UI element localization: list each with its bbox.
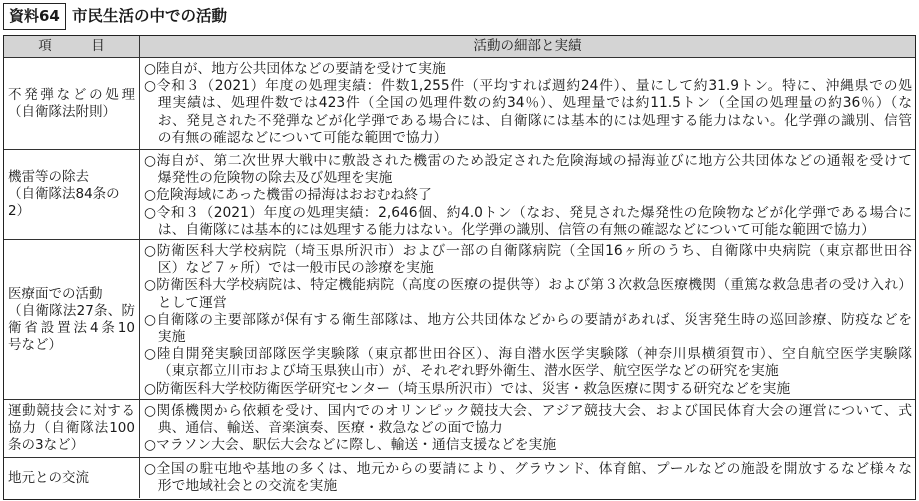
detail-line: ○マラソン大会、駅伝大会などに際し、輸送・通信支援などを実施: [144, 437, 557, 454]
detail-line: 典、通信、輸送、音楽演奏、医療・救急などの面で協力: [157, 420, 503, 437]
item-cell: [4, 58, 140, 149]
detail-cell: [140, 458, 915, 498]
table-header-row: [4, 36, 915, 58]
detail-bullet: [144, 437, 912, 454]
detail-bullet: [144, 381, 912, 398]
detail-line: は、自衛隊には基本的には処理する能力はない。化学弾の識別、信管の有無の確認などについて可能な範囲で協力）: [157, 221, 875, 238]
detail-line: ○陸自開発実験団部隊医学実験隊（東京都世田谷区）、海自潜水医学実験隊（神奈川県横須賀市）、空自航空医学実験隊: [144, 346, 912, 363]
detail-line: ○防衛医科大学校病院は、特定機能病院（高度の医療の提供等）および第３次救急医療機関（重篤な救急患者の受け入れ）: [144, 277, 912, 294]
detail-line: ○危険海域にあった機雷の掃海はおおむね終了: [144, 187, 432, 204]
detail-line: ○海自が、第二次世界大戦中に敷設された機雷のため設定された危険海域の掃海並びに地方公共団体などの通報を受けて: [144, 153, 912, 169]
detail-bullet: [144, 61, 912, 78]
detail-bullet: [144, 461, 912, 495]
column-header-details: 活動の細部と実績: [473, 38, 582, 54]
item-label: 号など）: [8, 336, 62, 353]
table-row: [4, 240, 915, 400]
item-label: 運動競技会に対する: [8, 403, 135, 419]
item-cell: [4, 458, 140, 498]
detail-cell: [140, 400, 915, 457]
detail-bullet: [144, 403, 912, 437]
item-label: 医療面での活動: [8, 285, 103, 302]
detail-line: ○全国の駐屯地や基地の多くは、地元からの要請により、グラウンド、体育館、プールなどの施設を開放するなど様々な: [144, 461, 912, 477]
item-cell: [4, 150, 140, 239]
detail-line: ○関係機関から依頼を受け、国内でのオリンピック競技大会、アジア競技大会、および国民体育大会の運営について、式: [144, 403, 912, 419]
header-cell-item: [4, 36, 140, 57]
detail-line: ○自衛隊の主要部隊が保有する衛生部隊は、地方公共団体などからの要請があれば、災害発生時の巡回診療、防疫などを: [144, 311, 912, 328]
item-cell: [4, 400, 140, 457]
item-label: 条の3など）: [8, 437, 85, 453]
detail-line: 形で地域社会との交流を実施: [157, 478, 338, 495]
activities-table: [3, 35, 916, 500]
detail-line: 実施: [157, 329, 186, 346]
page-title: 市民生活の中での活動: [72, 7, 228, 25]
detail-line: の有無の確認などについて可能な範囲で協力）: [157, 129, 448, 146]
table-row: [4, 150, 915, 240]
detail-line: ○令和３（2021）年度の処理実績：2,646個、約4.0トン（なお、発見された爆発性の危険物などが化学弾である場合に: [144, 204, 912, 221]
detail-bullet: [144, 312, 912, 346]
detail-line: ○防衛医科大学校病院（埼玉県所沢市）および一部の自衛隊病院（全国16ヶ所のうち、自衛隊中央病院（東京都世田谷: [144, 243, 912, 259]
detail-line: ○令和３（2021）年度の処理実績：件数1,255件（平均すれば週約24件）、量にして約31.9トン。特に、沖縄県での処: [144, 78, 912, 95]
detail-cell: [140, 150, 915, 239]
detail-line: ○陸自が、地方公共団体などの要請を受けて実施: [144, 61, 446, 77]
table-row: [4, 58, 915, 150]
table-row: [4, 458, 915, 498]
detail-bullet: [144, 187, 912, 204]
detail-cell: [140, 240, 915, 399]
detail-bullet: [144, 153, 912, 187]
detail-bullet: [144, 243, 912, 277]
detail-bullet: [144, 277, 912, 311]
detail-line: 爆発性の危険物の除去及び処理を実施: [157, 170, 393, 187]
item-label: （自衛隊法27条、防: [8, 302, 135, 319]
detail-line: 理実績は、処理件数では423件（全国の処理件数の約34％）、処理量では約11.5トン（全国の処理量の約36％）（な: [157, 95, 912, 112]
column-header-item: 項 目: [38, 38, 118, 54]
detail-line: として運営: [157, 294, 227, 311]
item-label: 協力（自衛隊法100: [8, 420, 135, 436]
detail-line: 区）など７ヶ所）では一般市民の診療を実施: [157, 260, 434, 277]
item-label: 機雷等の除去: [8, 169, 89, 185]
detail-line: （東京都立川市および埼玉県狭山市）が、それぞれ野外衛生、潜水医学、航空医学などの研究を実施: [157, 363, 779, 380]
detail-line: お、発見された不発弾などが化学弾である場合には、自衛隊には基本的には処理する能力はない。化学弾の識別、信管: [157, 112, 912, 129]
item-label: （自衛隊法84条の2）: [8, 186, 120, 219]
detail-bullet: [144, 78, 912, 147]
detail-bullet: [144, 205, 912, 239]
table-row: [4, 400, 915, 458]
item-label: 衛省設置法4条10: [8, 319, 135, 336]
item-cell: [4, 240, 140, 399]
detail-cell: [140, 58, 915, 149]
item-label: 地元との交流: [8, 469, 89, 486]
item-label: （自衛隊法附則）: [8, 103, 116, 120]
material-number-badge: 資料64: [3, 3, 66, 30]
item-label: 不発弾などの処理: [8, 86, 135, 103]
detail-line: ○防衛医科大学校防衛医学研究センター（埼玉県所沢市）では、災害・救急医療に関する研究などを実施: [144, 380, 791, 397]
detail-bullet: [144, 346, 912, 380]
